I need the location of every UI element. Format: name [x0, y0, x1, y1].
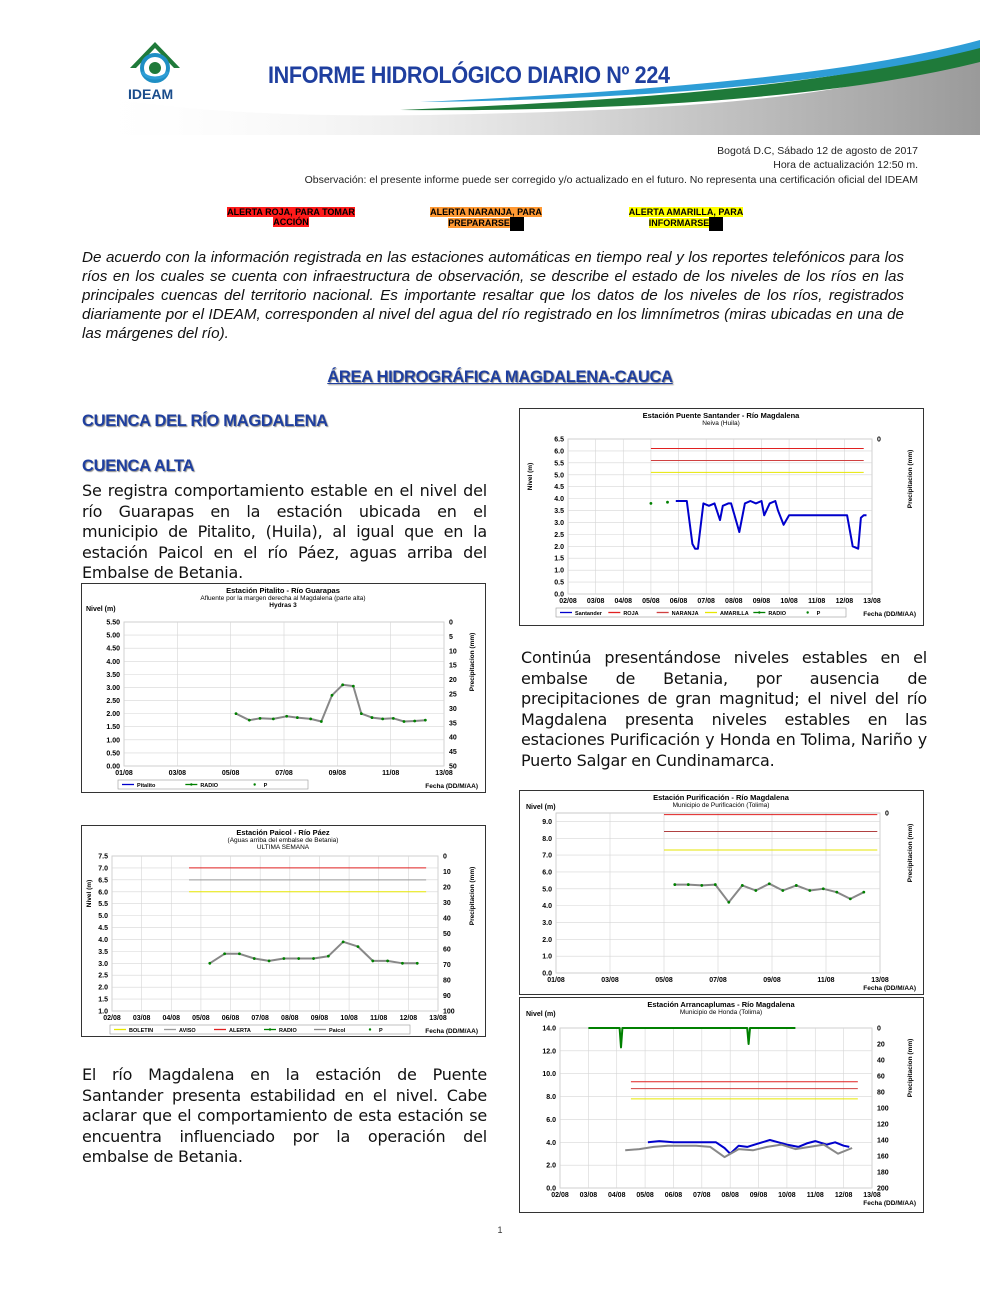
x-tick-label: 04/08 [614, 598, 633, 605]
x-tick-label: 05/08 [192, 1015, 210, 1022]
data-point [424, 719, 427, 722]
y-tick-label: 3.5 [98, 948, 108, 956]
alert-red [218, 207, 364, 227]
y-tick-label: 2.0 [98, 984, 108, 992]
x-tick-label: 06/08 [221, 1015, 240, 1022]
chart-subtitle: Municipio de Honda (Tolima) [679, 1009, 763, 1016]
y2-axis-label: Precipitacion (mm) [469, 632, 476, 692]
chart-subtitle: (Aguas arriba del embalse de Betania) [227, 837, 339, 844]
legend-label: RADIO [279, 1028, 297, 1034]
data-point [297, 957, 300, 960]
y-tick-label: 2.00 [106, 711, 120, 719]
y2-tick-label: 5 [449, 633, 453, 641]
alert-yellow-line1: ALERTA AMARILLA, PARA [628, 207, 744, 217]
data-point [416, 962, 419, 965]
y-tick-label: 2.0 [554, 543, 564, 551]
chart-paicol [81, 825, 486, 1037]
legend-label: P [379, 1028, 383, 1034]
y-tick-label: 6.0 [546, 1116, 556, 1124]
y-tick-label: 0.0 [546, 1185, 556, 1193]
data-point [327, 955, 330, 958]
y-tick-label: 1.5 [98, 996, 108, 1004]
y-tick-label: 4.0 [546, 1139, 556, 1147]
x-tick-label: 01/08 [547, 977, 565, 984]
y-tick-label: 6.5 [98, 877, 108, 885]
y2-tick-label: 70 [443, 962, 451, 969]
chart-subtitle-2: Hydras 3 [269, 602, 297, 609]
y-tick-label: 1.50 [106, 724, 120, 732]
legend-label: ROJA [623, 611, 639, 617]
y-tick-label: 1.0 [554, 567, 564, 575]
page-title: INFORME HIDROLÓGICO DIARIO Nº 224 [268, 62, 670, 89]
y2-tick-label: 60 [877, 1073, 885, 1081]
y-tick-label: 4.00 [106, 658, 120, 666]
section-cuenca-alta: CUENCA ALTA [82, 457, 195, 475]
y2-tick-label: 20 [443, 884, 451, 892]
intro-paragraph: De acuerdo con la información registrada en las estaciones automáticas en tiempo real y los reportes telefónicos para los ríos en los cuales se cuenta con infraestructura de observación, se describe el estado de los niveles de los ríos en las principales cuencas del territorio nacional. Es importante resaltar que los datos de los niveles de los ríos, registrados diariamente por el IDEAM, corresponden al nivel del agua del río registrado en los limnímetros (miras ubicadas en una de las márgenes del río). [82, 249, 904, 342]
section-cuenca-rio: CUENCA DEL RÍO MAGDALENA [82, 412, 328, 430]
data-point [259, 717, 262, 720]
y-tick-label: 5.00 [106, 632, 120, 640]
data-point [248, 719, 251, 722]
y-tick-label: 5.0 [542, 886, 552, 894]
x-tick-label: 07/08 [275, 770, 293, 777]
y-axis-label: Nivel (m) [86, 879, 93, 908]
y-tick-label: 0.5 [554, 579, 564, 587]
data-point [741, 884, 744, 887]
plot-area [112, 856, 438, 1011]
x-tick-label: 05/08 [636, 1192, 654, 1199]
data-point [386, 960, 389, 963]
data-point [401, 962, 404, 965]
x-tick-label: 12/08 [834, 1192, 853, 1199]
data-point [666, 501, 669, 504]
paragraph-2: Continúa presentándose niveles estables en el embalse de Betania, por ausencia de precipitaciones de gran magnitud; el nivel del río Magdalena presenta niveles estables en las estaciones Purificación y Honda en Tolima, Nariño y Puerto Salgar en Cundinamarca. [521, 648, 927, 770]
x-tick-label: 07/08 [693, 1192, 711, 1199]
data-point [282, 957, 285, 960]
legend-marker [269, 1028, 271, 1030]
chart-title: Estación Arrancaplumas - Río Magdalena [647, 1000, 795, 1009]
data-point [296, 716, 299, 719]
y-tick-label: 6.0 [554, 448, 564, 456]
y2-tick-label: 90 [443, 993, 451, 1000]
update-line: Hora de actualización 12:50 m. [773, 159, 918, 171]
y2-tick-label: 20 [877, 1041, 885, 1049]
y-tick-label: 0.00 [106, 763, 120, 771]
data-point [238, 952, 241, 955]
x-tick-label: 03/08 [132, 1015, 151, 1022]
date-line: Bogotá D.C, Sábado 12 de agosto de 2017 [717, 145, 918, 157]
data-point [403, 720, 406, 723]
x-tick-label: 09/08 [749, 1192, 768, 1199]
y-tick-label: 0.50 [106, 750, 120, 758]
y-tick-label: 14.0 [542, 1025, 556, 1033]
y-axis-label: Nivel (m) [526, 1011, 556, 1018]
legend-box [110, 1025, 410, 1034]
x-axis-label: Fecha (DD/M/AA) [425, 1028, 478, 1035]
legend-label: P [263, 783, 268, 789]
y2-tick-label: 0 [877, 1025, 881, 1033]
chart-pitalito [81, 583, 486, 793]
plot-area [560, 1028, 872, 1188]
x-tick-label: 08/08 [721, 1192, 739, 1199]
data-point [309, 717, 312, 720]
legend-marker [758, 611, 760, 613]
y-tick-label: 6.0 [98, 889, 108, 897]
data-point [235, 712, 238, 715]
legend-label: Pitalito [137, 783, 156, 789]
chart-subtitle: Afluente por la margen derecha al Magdalena (parte alta) [200, 595, 366, 602]
data-point [700, 884, 703, 887]
y2-tick-label: 30 [449, 705, 457, 713]
data-point [208, 962, 211, 965]
y-tick-label: 6.5 [554, 436, 564, 444]
data-point [835, 891, 838, 894]
x-tick-label: 10/08 [780, 598, 798, 605]
y-tick-label: 1.0 [98, 1008, 108, 1016]
area-title: ÁREA HIDROGRÁFICA MAGDALENA-CAUCA [327, 368, 673, 386]
x-tick-label: 03/08 [586, 598, 605, 605]
x-tick-label: 03/08 [579, 1192, 598, 1199]
legend-label: BOLETIN [129, 1028, 154, 1034]
y2-tick-label: 0 [443, 853, 447, 861]
y2-tick-label: 45 [449, 749, 457, 757]
x-axis-label: Fecha (DD/M/AA) [863, 611, 916, 618]
chart-subtitle: Municipio de Purificación (Tolima) [672, 802, 770, 809]
y2-tick-label: 15 [449, 662, 457, 670]
data-point [253, 957, 256, 960]
alert-red-line2: ACCIÓN [273, 217, 309, 227]
x-tick-label: 01/08 [115, 770, 133, 777]
data-point [687, 883, 690, 886]
x-tick-label: 06/08 [669, 598, 688, 605]
y-tick-label: 12.0 [542, 1048, 556, 1056]
alert-yellow-swatch [709, 217, 723, 231]
y-tick-label: 3.0 [98, 960, 108, 968]
x-tick-label: 08/08 [725, 598, 743, 605]
legend-label: NARANJA [671, 611, 699, 617]
x-tick-label: 05/08 [221, 770, 240, 777]
chart-purificacion [519, 790, 924, 995]
y2-tick-label: 0 [885, 810, 889, 818]
y2-axis-label: Precipitacion (mm) [907, 1038, 914, 1098]
data-point [268, 960, 271, 963]
y-tick-label: 5.50 [106, 619, 120, 627]
x-tick-label: 12/08 [399, 1015, 418, 1022]
data-point [320, 720, 323, 723]
data-point [371, 716, 374, 719]
y2-tick-label: 60 [443, 946, 451, 954]
x-tick-label: 11/08 [370, 1015, 388, 1022]
y-tick-label: 5.0 [554, 472, 564, 480]
x-tick-label: 02/08 [551, 1192, 569, 1199]
y2-tick-label: 0 [877, 436, 881, 444]
x-tick-label: 11/08 [382, 770, 400, 777]
y2-axis-label: Precipitacion (mm) [907, 823, 914, 883]
chart-title: Estación Pitalito - Río Guarapas [226, 586, 340, 595]
legend-label: ALERTA [229, 1028, 251, 1034]
y-tick-label: 2.0 [542, 936, 552, 944]
y-axis-label: Nivel (m) [527, 462, 534, 491]
data-point [768, 882, 771, 885]
legend-marker [369, 1028, 371, 1030]
y-tick-label: 1.5 [554, 555, 564, 563]
y2-tick-label: 40 [443, 915, 451, 923]
y-tick-label: 3.00 [106, 684, 120, 692]
data-point [352, 685, 355, 688]
data-point [360, 712, 363, 715]
observation-line: Observación: el presente informe puede ser corregido y/o actualizado en el futuro. No representa una certificación oficial del IDEAM [304, 174, 918, 186]
x-tick-label: 06/08 [664, 1192, 683, 1199]
x-tick-label: 05/08 [642, 598, 660, 605]
alert-yellow [620, 207, 752, 231]
y2-tick-label: 50 [443, 931, 451, 938]
alert-orange-swatch [510, 217, 524, 231]
y2-tick-label: 140 [877, 1137, 889, 1145]
y2-tick-label: 50 [449, 763, 457, 771]
chart-arrancaplumas [519, 997, 924, 1213]
y2-tick-label: 100 [443, 1008, 455, 1016]
y-tick-label: 5.5 [554, 460, 564, 468]
y-tick-label: 7.5 [98, 853, 108, 861]
data-point [673, 883, 676, 886]
x-tick-label: 08/08 [281, 1015, 299, 1022]
legend-label: P [816, 611, 821, 617]
y2-tick-label: 0 [449, 619, 453, 627]
x-tick-label: 03/08 [601, 977, 619, 984]
data-point [727, 901, 730, 904]
chart-subtitle-2: ULTIMA SEMANA [256, 844, 310, 851]
data-point [392, 717, 395, 720]
legend-label: Paicol [329, 1028, 346, 1034]
alert-orange-line1: ALERTA NARANJA, PARA [430, 207, 542, 217]
data-point [413, 720, 416, 723]
y2-tick-label: 180 [877, 1169, 889, 1177]
y2-tick-label: 20 [449, 677, 457, 685]
y-axis-label: Nivel (m) [526, 804, 556, 811]
y-tick-label: 9.0 [542, 818, 552, 826]
data-point [381, 717, 384, 720]
y-tick-label: 2.50 [106, 698, 120, 706]
y-tick-label: 4.5 [554, 484, 564, 492]
data-point [223, 952, 226, 955]
data-point [650, 502, 653, 505]
x-tick-label: 03/08 [168, 770, 187, 777]
alert-orange [420, 207, 552, 231]
y-tick-label: 3.5 [554, 508, 564, 516]
y2-axis-label: Precipitacion (mm) [469, 866, 476, 926]
y-tick-label: 8.0 [546, 1094, 556, 1102]
y-tick-label: 4.0 [542, 903, 552, 911]
x-tick-label: 12/08 [835, 598, 854, 605]
y-tick-label: 0.0 [542, 970, 552, 978]
y-tick-label: 2.5 [98, 972, 108, 980]
x-tick-label: 04/08 [607, 1192, 626, 1199]
y-tick-label: 10.0 [542, 1071, 556, 1079]
y2-tick-label: 120 [877, 1121, 889, 1129]
x-tick-label: 09/08 [310, 1015, 329, 1022]
data-point [862, 891, 865, 894]
legend-marker [806, 611, 808, 613]
y2-tick-label: 80 [877, 1089, 885, 1097]
x-tick-label: 07/08 [251, 1015, 269, 1022]
paragraph-3: El río Magdalena en la estación de Puente Santander presenta estabilidad en el nivel. Cabe aclarar que el comportamiento de esta estación se encuentra influenciado por la operación del embalse de Betania. [82, 1065, 487, 1166]
y2-tick-label: 10 [443, 869, 451, 876]
chart-subtitle: Neiva (Huila) [702, 420, 740, 427]
y2-tick-label: 35 [449, 720, 457, 728]
y-tick-label: 7.0 [98, 865, 108, 873]
legend-label: RADIO [200, 783, 219, 789]
x-tick-label: 07/08 [697, 598, 715, 605]
legend-label: Santander [575, 611, 602, 617]
data-point [285, 715, 288, 718]
data-point [781, 889, 784, 892]
x-tick-label: 13/08 [435, 770, 453, 777]
data-point [795, 884, 798, 887]
x-tick-label: 09/08 [328, 770, 347, 777]
data-point [371, 960, 374, 963]
y2-tick-label: 40 [449, 734, 457, 742]
x-tick-label: 07/08 [709, 977, 727, 984]
data-point [714, 883, 717, 886]
y-axis-label: Nivel (m) [86, 606, 116, 613]
data-point [331, 694, 334, 697]
logo-text: IDEAM [128, 86, 174, 102]
chart-title: Estación Puente Santander - Río Magdalena [642, 411, 800, 420]
x-tick-label: 11/08 [817, 977, 835, 984]
data-point [312, 957, 315, 960]
x-axis-label: Fecha (DD/M/AA) [863, 1200, 916, 1207]
y2-tick-label: 80 [443, 977, 451, 985]
chart-title: Estación Paicol - Río Páez [236, 828, 330, 837]
y2-tick-label: 25 [449, 691, 457, 699]
x-tick-label: 05/08 [655, 977, 673, 984]
y-tick-label: 8.0 [542, 835, 552, 843]
legend-marker [190, 783, 192, 785]
y-tick-label: 2.5 [554, 531, 564, 539]
chart-santander [519, 408, 924, 626]
x-axis-label: Fecha (DD/M/AA) [863, 985, 916, 992]
y-tick-label: 0.0 [554, 591, 564, 599]
y-tick-label: 7.0 [542, 852, 552, 860]
x-axis-label: Fecha (DD/M/AA) [425, 783, 478, 790]
y-tick-label: 5.5 [98, 901, 108, 909]
y-tick-label: 4.50 [106, 645, 120, 653]
y-tick-label: 1.00 [106, 737, 120, 745]
alert-yellow-line2: INFORMARSE [648, 218, 710, 229]
y-tick-label: 3.50 [106, 671, 120, 679]
x-tick-label: 11/08 [808, 598, 826, 605]
x-tick-label: 04/08 [162, 1015, 181, 1022]
legend-label: AMARILLA [720, 611, 749, 617]
data-point [272, 717, 275, 720]
x-tick-label: 13/08 [863, 1192, 881, 1199]
y-tick-label: 4.0 [554, 496, 564, 504]
x-tick-label: 09/08 [763, 977, 781, 984]
data-point [808, 889, 811, 892]
y2-tick-label: 30 [443, 900, 451, 907]
x-tick-label: 11/08 [806, 1192, 824, 1199]
legend-label: RADIO [768, 611, 787, 617]
y-tick-label: 2.0 [546, 1162, 556, 1170]
legend-label: AVISO [179, 1028, 196, 1034]
legend-marker [253, 783, 255, 785]
y2-tick-label: 160 [877, 1153, 889, 1161]
y2-tick-label: 40 [877, 1057, 885, 1065]
x-tick-label: 02/08 [559, 598, 577, 605]
paragraph-1: Se registra comportamiento estable en el nivel del río Guarapas en la estación ubicada en el municipio de Pitalito, (Huila), al igual que en la estación Paicol en el río Páez, aguas arriba del Embalse de Betania. [82, 481, 487, 582]
page-number: 1 [497, 1225, 503, 1235]
data-point [342, 940, 345, 943]
data-point [341, 683, 344, 686]
x-tick-label: 13/08 [429, 1015, 447, 1022]
y2-tick-label: 10 [449, 648, 457, 656]
alert-orange-line2: PREPARARSE [448, 218, 510, 229]
y2-axis-label: Precipitacion (mm) [907, 449, 914, 509]
y2-tick-label: 100 [877, 1105, 889, 1113]
chart-title: Estación Purificación - Río Magdalena [653, 793, 789, 802]
data-point [754, 889, 757, 892]
x-tick-label: 02/08 [103, 1015, 121, 1022]
x-tick-label: 13/08 [863, 598, 881, 605]
y2-tick-label: 200 [877, 1185, 889, 1193]
y-tick-label: 6.0 [542, 869, 552, 877]
y-tick-label: 3.0 [542, 919, 552, 927]
y-tick-label: 3.0 [554, 519, 564, 527]
x-tick-label: 10/08 [340, 1015, 358, 1022]
x-tick-label: 13/08 [871, 977, 889, 984]
x-tick-label: 10/08 [778, 1192, 796, 1199]
data-point [822, 887, 825, 890]
data-point [849, 897, 852, 900]
alert-red-line1: ALERTA ROJA, PARA TOMAR [227, 207, 355, 217]
x-tick-label: 09/08 [752, 598, 771, 605]
y-tick-label: 5.0 [98, 913, 108, 921]
y-tick-label: 4.0 [98, 936, 108, 944]
y-tick-label: 4.5 [98, 925, 108, 933]
y-tick-label: 1.0 [542, 953, 552, 961]
data-point [357, 945, 360, 948]
